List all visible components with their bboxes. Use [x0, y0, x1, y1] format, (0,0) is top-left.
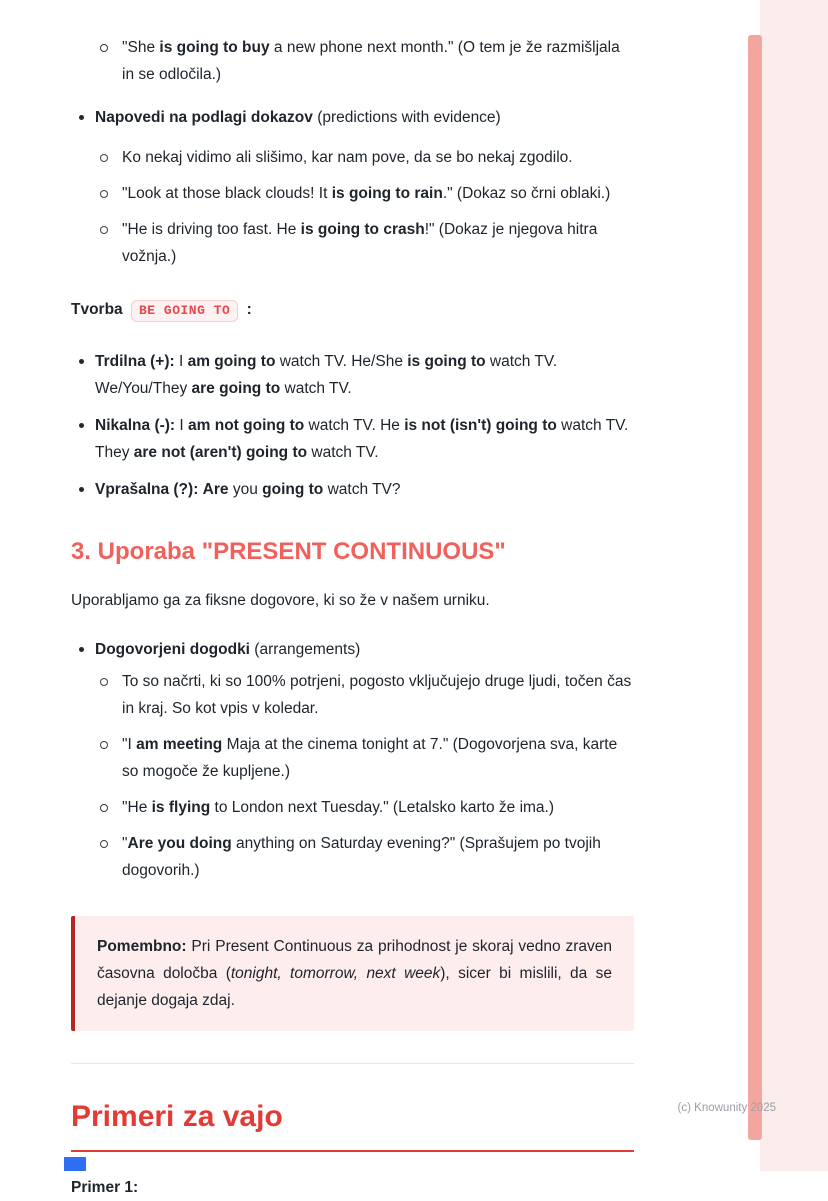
list-item-clouds — [95, 180, 634, 207]
section-heading-present-continuous: 3. Uporaba "PRESENT CONTINUOUS" — [71, 538, 506, 565]
forms-list — [71, 348, 634, 503]
rich-text: To so načrti, ki so 100% potrjeni, pogosto vključujejo druge ljudi, točen čas in kraj. So kot vpis v koledar. — [122, 673, 632, 717]
rich-text: Napovedi na podlagi dokazov (predictions with evidence) — [95, 109, 501, 126]
list-item-nacrti — [95, 668, 634, 722]
arrangements-list — [71, 636, 634, 884]
rich-text: "He is flying to London next Tuesday." (Letalsko karto že ima.) — [122, 799, 555, 816]
predictions-sublist — [95, 144, 634, 270]
rich-text: Tvorba BE GOING TO : — [71, 301, 252, 318]
list-item-flying — [95, 794, 634, 821]
list-item-she-buy — [95, 34, 634, 88]
rich-text: Trdilna (+): I am going to watch TV. He/She is going to watch TV. We/You/They are going to watch TV. — [95, 353, 558, 397]
rich-text: "He is driving too fast. He is going to crash!" (Dokaz je njegova hitra vožnja.) — [122, 221, 598, 265]
tvorba-heading-line — [71, 296, 634, 324]
section-heading-primeri: Primeri za vajo — [71, 1100, 634, 1152]
rich-text: "I am meeting Maja at the cinema tonight at 7." (Dogovorjena sva, karte so mogoče že kupljene.) — [122, 736, 618, 780]
content-divider — [71, 1063, 634, 1064]
list-item-dogovorjeni — [71, 636, 634, 884]
rich-text: "She is going to buy a new phone next month." (O tem je že razmišljala in se odločila.) — [122, 39, 620, 83]
rich-text: Nikalna (-): I am not going to watch TV. He is not (isn't) going to watch TV. They are not (aren't) going to watch TV. — [95, 417, 629, 461]
side-decoration-bar — [748, 35, 762, 1140]
list-item-meeting — [95, 731, 634, 785]
list-item-trdilna — [71, 348, 634, 402]
intro-sublist — [95, 34, 634, 88]
list-item-vprasalna — [71, 476, 634, 503]
copyright-footer: (c) Knowunity 2025 — [677, 1102, 776, 1114]
arrangements-sublist — [95, 668, 634, 884]
list-item-crash — [95, 216, 634, 270]
rich-text: Pomembno: Pri Present Continuous za prihodnost je skoraj vedno zraven časovna določba (tonight, tomorrow, next week), sicer bi mislili, da se dejanje dogaja zdaj. — [97, 938, 613, 1009]
paragraph-primer-1: Primer 1: — [71, 1179, 139, 1196]
list-item-ko-nekaj — [95, 144, 634, 171]
document-content — [71, 0, 634, 1201]
predictions-list — [71, 104, 634, 270]
side-decoration-band — [760, 0, 828, 1171]
rich-text: "Are you doing anything on Saturday evening?" (Sprašujem po tvojih dogovorih.) — [122, 835, 601, 879]
paragraph-uporabljamo: Uporabljamo ga za fiksne dogovore, ki so že v našem urniku. — [71, 592, 490, 609]
rich-text: "Look at those black clouds! It is going to rain." (Dokaz so črni oblaki.) — [122, 185, 611, 202]
rich-text: Ko nekaj vidimo ali slišimo, kar nam pove, da se bo nekaj zgodilo. — [122, 149, 573, 166]
list-item-are-you-doing — [95, 830, 634, 884]
list-item-napovedi — [71, 104, 634, 270]
important-callout — [71, 916, 634, 1031]
list-item-nikalna — [71, 412, 634, 466]
rich-text: Vprašalna (?): Are you going to watch TV? — [95, 481, 401, 498]
rich-text: Dogovorjeni dogodki (arrangements) — [95, 641, 361, 658]
